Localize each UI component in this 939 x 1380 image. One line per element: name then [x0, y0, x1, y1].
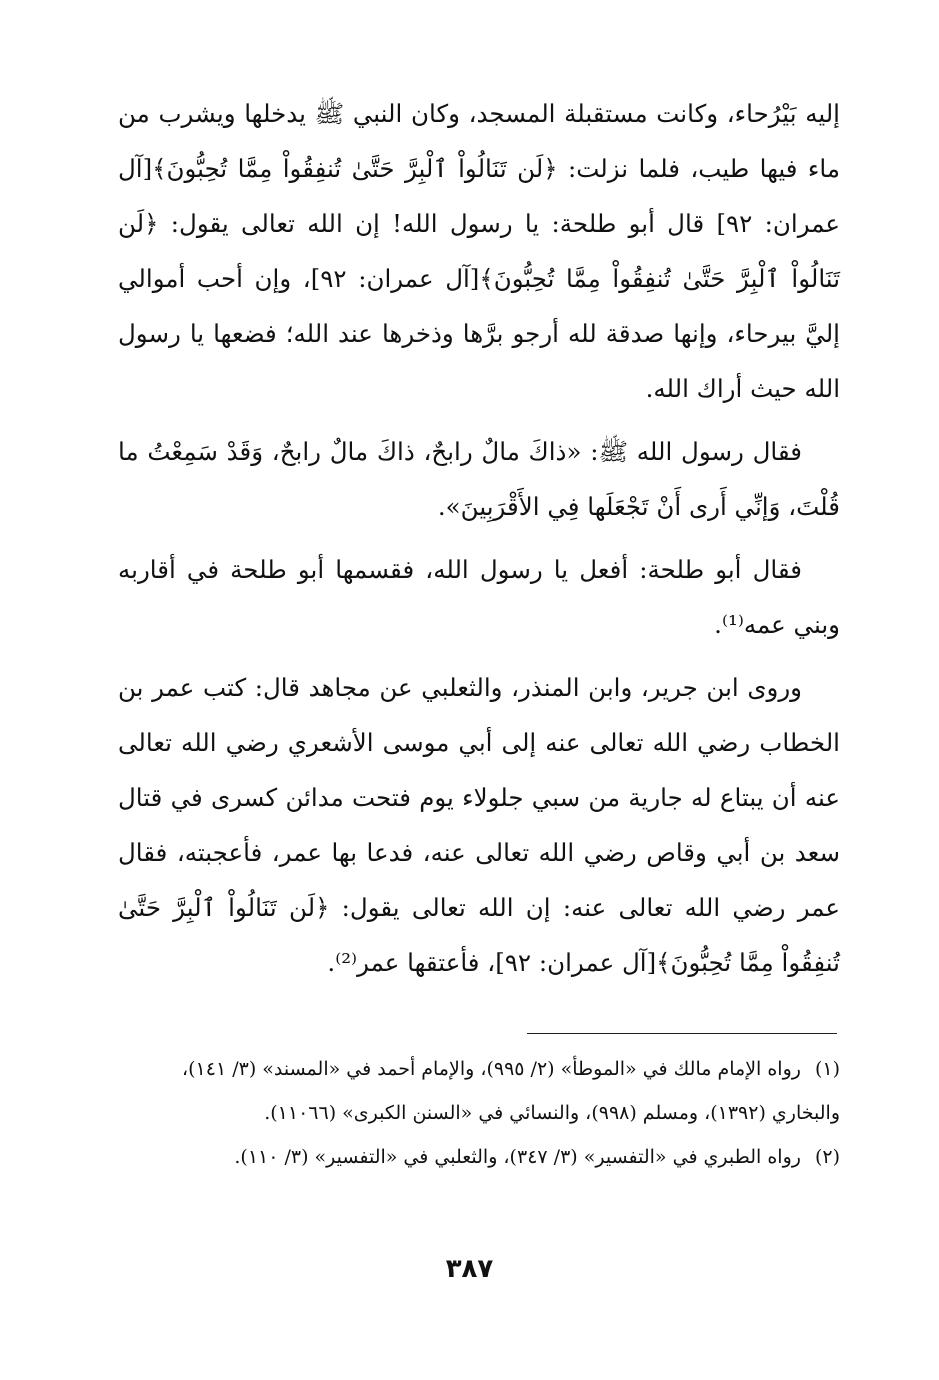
footnote-1	[118, 1047, 840, 1135]
page-number: ٣٨٧	[445, 1254, 494, 1284]
footnote-1-text: رواه الإمام مالك في «الموطأ» (٢/ ٩٩٥)، والإمام أحمد في «المسند» (٣/ ١٤١)، والبخاري (١٣٩٢)، ومسلم (٩٩٨)، والنسائي في «السنن الكبرى» (١١٠٦٦).	[181, 1058, 840, 1124]
footnote-2	[118, 1135, 840, 1179]
paragraph-2: فقال رسول الله ﷺ: «ذاكَ مالٌ رابحٌ، ذاكَ مالٌ رابحٌ، وَقَدْ سَمِعْتُ ما قُلْتَ، وَإنِّي أَرى أَنْ تَجْعَلَها فِي الأَقْرَبِينَ».	[118, 437, 840, 521]
paragraph-1: إليه بَيْرُحاء، وكانت مستقبلة المسجد، وكان النبي ﷺ يدخلها ويشرب من ماء فيها طيب، فلما نزلت: ﴿لَن تَنَالُواْ ٱلْبِرَّ حَتَّىٰ تُنفِقُواْ مِمَّا تُحِبُّونَ﴾[آل عمران: ٩٢] قال أبو طلحة: يا رسول الله! إن الله تعالى يقول: ﴿لَن تَنَالُواْ ٱلْبِرَّ حَتَّىٰ تُنفِقُواْ مِمَّا تُحِبُّونَ﴾[آل عمران: ٩٢]، وإن أحب أموالي إليَّ بيرحاء، وإنها صدقة لله أرجو برَّها وذخرها عند الله؛ فضعها يا رسول الله حيث أراك الله.	[118, 99, 841, 403]
footnote-2-text: رواه الطبري في «التفسير» (٣/ ٣٤٧)، والثعلبي في «التفسير» (٣/ ١١٠).	[234, 1146, 801, 1168]
footnote-1-mark: (١)	[814, 1058, 840, 1080]
paragraph-3: فقال أبو طلحة: أفعل يا رسول الله، فقسمها أبو طلحة في أقاربه وبني عمه⁽¹⁾.	[118, 555, 840, 639]
footnote-separator	[527, 1033, 837, 1034]
paragraph-4: وروى ابن جرير، وابن المنذر، والثعلبي عن مجاهد قال: كتب عمر بن الخطاب رضي الله تعالى عنه إلى أبي موسى الأشعري رضي الله تعالى عنه أن يبتاع له جارية من سبي جلولاء يوم فتحت مدائن كسرى في قتال سعد بن أبي وقاص رضي الله تعالى عنه، فدعا بها عمر، فأعجبته، فقال عمر رضي الله تعالى عنه: إن الله تعالى يقول: ﴿لَن تَنَالُواْ ٱلْبِرَّ حَتَّىٰ تُنفِقُواْ مِمَّا تُحِبُّونَ﴾[آل عمران: ٩٢]، فأعتقها عمر⁽²⁾.	[118, 673, 840, 977]
main-text	[118, 86, 840, 998]
footnote-2-mark: (٢)	[814, 1146, 840, 1168]
footnotes	[118, 1047, 840, 1179]
